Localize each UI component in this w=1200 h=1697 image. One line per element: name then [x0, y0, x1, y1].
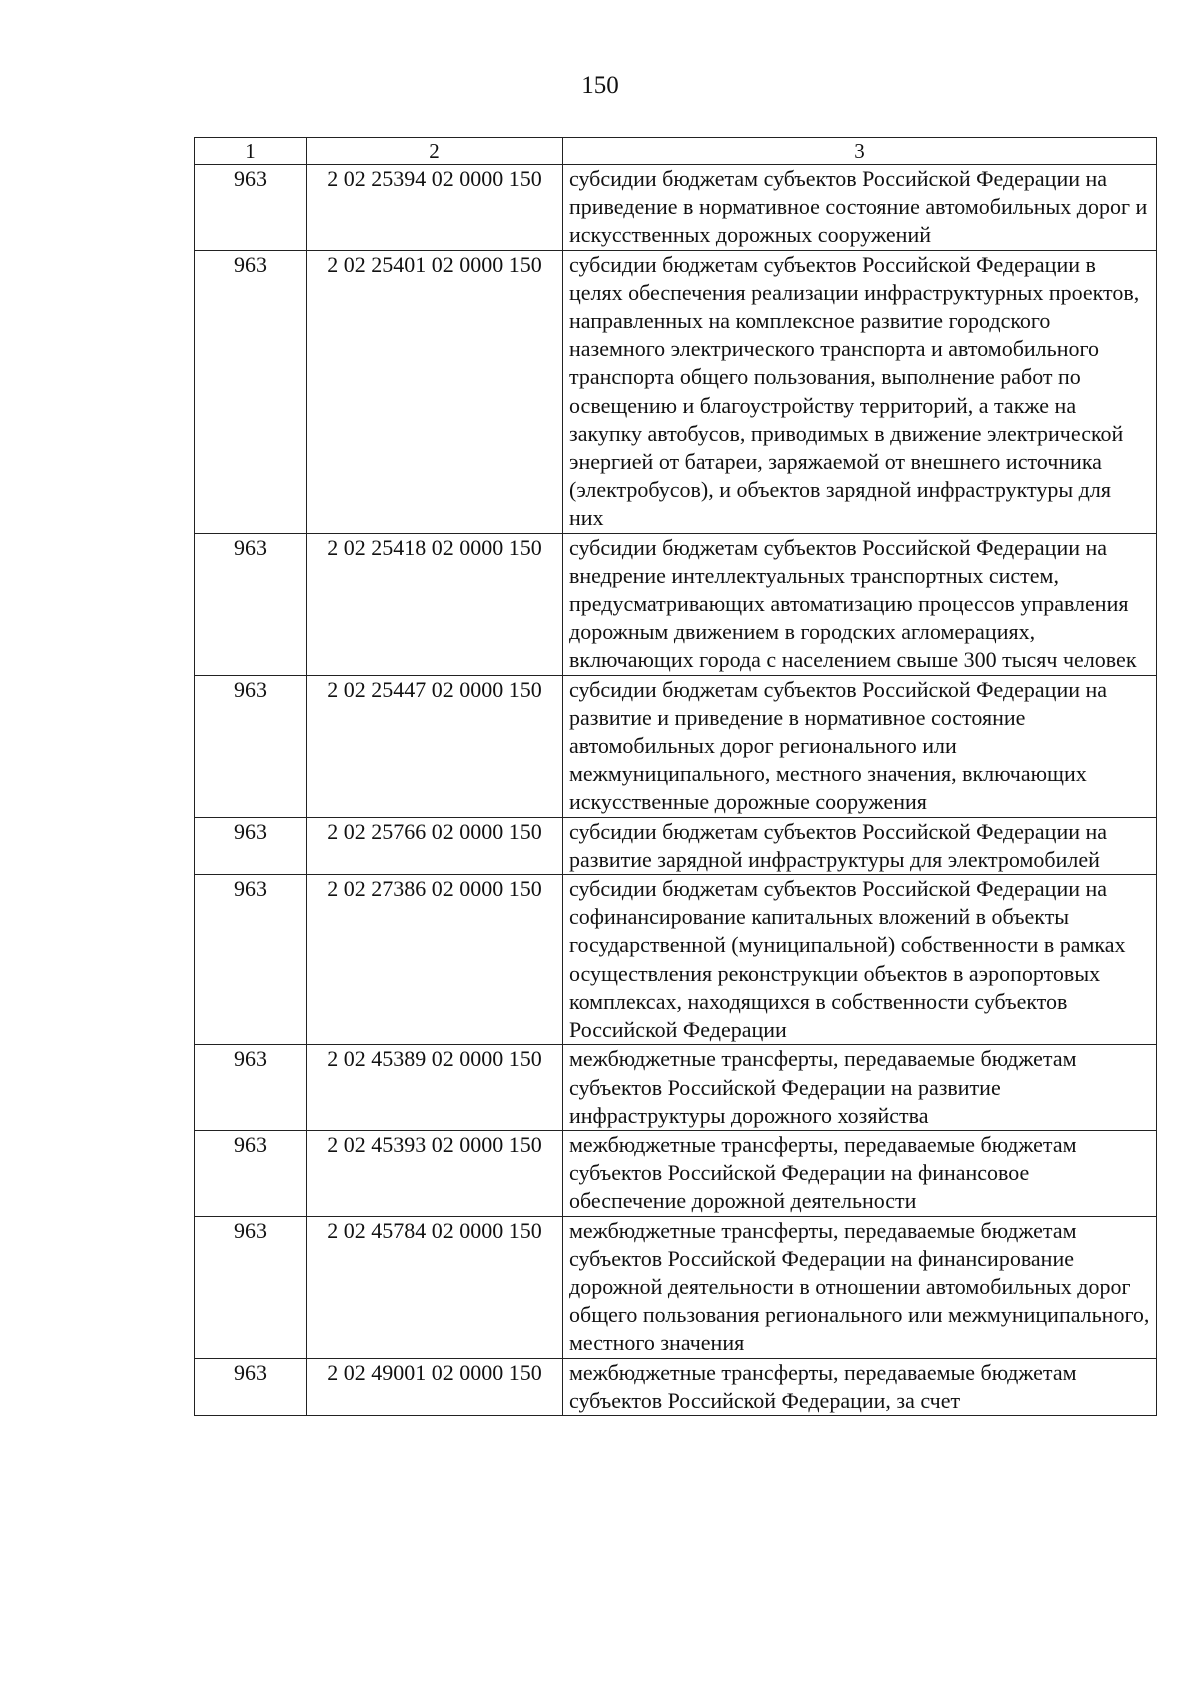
table-row	[195, 675, 1157, 817]
description-cell: субсидии бюджетам субъектов Российской Федерации на развитие и приведение в нормативное состояние автомобильных дорог регионального или межмуниципального, местного значения, включающих искусственные дорожные сооружения	[563, 675, 1157, 817]
admin-code-cell: 963	[195, 675, 307, 817]
admin-code-cell: 963	[195, 165, 307, 251]
page-number: 150	[581, 72, 619, 99]
description-cell: субсидии бюджетам субъектов Российской Федерации в целях обеспечения реализации инфраструктурных проектов, направленных на комплексное развитие городского наземного электрического транспорта и автомобильного транспорта общего пользования, выполнение работ по освещению и благоустройству территорий, а также на закупку автобусов, приводимых в движение электрической энергией от батареи, заряжаемой от внешнего источника (электробусов), и объектов зарядной инфраструктуры для них	[563, 250, 1157, 533]
budget-code-cell: 2 02 45784 02 0000 150	[307, 1216, 563, 1358]
description-cell: субсидии бюджетам субъектов Российской Федерации на софинансирование капитальных вложений в объекты государственной (муниципальной) собственности в рамках осуществления реконструкции объектов в аэропортовых комплексах, находящихся в собственности субъектов Российской Федерации	[563, 875, 1157, 1045]
table-row	[195, 1130, 1157, 1216]
description-cell: межбюджетные трансферты, передаваемые бюджетам субъектов Российской Федерации на финансовое обеспечение дорожной деятельности	[563, 1130, 1157, 1216]
budget-code-cell: 2 02 45393 02 0000 150	[307, 1130, 563, 1216]
column-header-1: 1	[195, 138, 307, 165]
budget-code-cell: 2 02 27386 02 0000 150	[307, 875, 563, 1045]
table-row	[195, 1045, 1157, 1131]
budget-code-cell: 2 02 49001 02 0000 150	[307, 1358, 563, 1415]
description-cell: межбюджетные трансферты, передаваемые бюджетам субъектов Российской Федерации, за счет	[563, 1358, 1157, 1415]
table-row	[195, 250, 1157, 533]
table-header-row	[195, 138, 1157, 165]
table-row	[195, 165, 1157, 251]
table-row	[195, 1216, 1157, 1358]
table-row	[195, 1358, 1157, 1415]
admin-code-cell: 963	[195, 1358, 307, 1415]
budget-code-cell: 2 02 45389 02 0000 150	[307, 1045, 563, 1131]
admin-code-cell: 963	[195, 1130, 307, 1216]
budget-code-cell: 2 02 25447 02 0000 150	[307, 675, 563, 817]
description-cell: субсидии бюджетам субъектов Российской Федерации на развитие зарядной инфраструктуры для электромобилей	[563, 817, 1157, 874]
budget-code-cell: 2 02 25394 02 0000 150	[307, 165, 563, 251]
budget-code-cell: 2 02 25418 02 0000 150	[307, 533, 563, 675]
admin-code-cell: 963	[195, 1045, 307, 1131]
codes-table	[194, 137, 1157, 1416]
admin-code-cell: 963	[195, 250, 307, 533]
description-cell: субсидии бюджетам субъектов Российской Федерации на приведение в нормативное состояние автомобильных дорог и искусственных дорожных сооружений	[563, 165, 1157, 251]
budget-code-cell: 2 02 25401 02 0000 150	[307, 250, 563, 533]
description-cell: субсидии бюджетам субъектов Российской Федерации на внедрение интеллектуальных транспортных систем, предусматривающих автоматизацию процессов управления дорожным движением в городских агломерациях, включающих города с населением свыше 300 тысяч человек	[563, 533, 1157, 675]
description-cell: межбюджетные трансферты, передаваемые бюджетам субъектов Российской Федерации на развитие инфраструктуры дорожного хозяйства	[563, 1045, 1157, 1131]
table-row	[195, 533, 1157, 675]
description-cell: межбюджетные трансферты, передаваемые бюджетам субъектов Российской Федерации на финансирование дорожной деятельности в отношении автомобильных дорог общего пользования регионального или межмуниципального, местного значения	[563, 1216, 1157, 1358]
admin-code-cell: 963	[195, 875, 307, 1045]
column-header-2: 2	[307, 138, 563, 165]
budget-code-cell: 2 02 25766 02 0000 150	[307, 817, 563, 874]
column-header-3: 3	[563, 138, 1157, 165]
table-row	[195, 817, 1157, 874]
admin-code-cell: 963	[195, 817, 307, 874]
admin-code-cell: 963	[195, 1216, 307, 1358]
table-row	[195, 875, 1157, 1045]
admin-code-cell: 963	[195, 533, 307, 675]
